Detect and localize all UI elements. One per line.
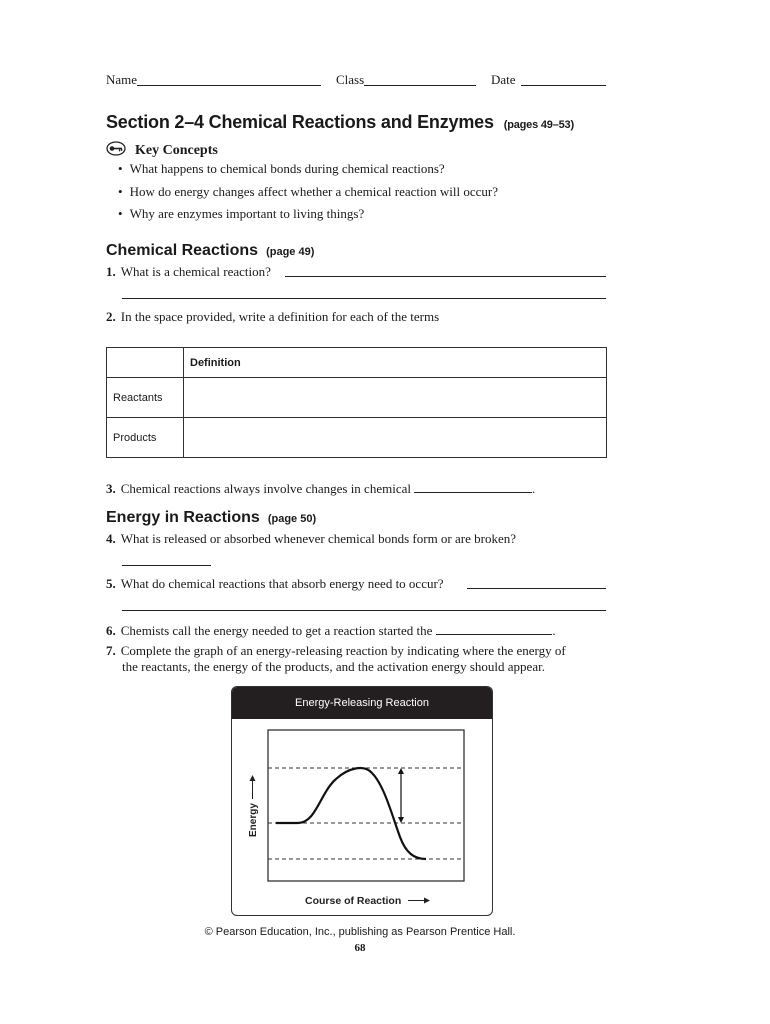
section-title [106,112,574,133]
question-text: Chemical reactions always involve changes in chemical [120,481,411,496]
name-field[interactable] [106,72,137,88]
arrow-head-up [398,768,404,774]
question-end: . [552,623,556,638]
definition-table [106,347,607,458]
answer-line-4[interactable] [122,565,211,566]
question-number: 4. [106,531,116,546]
chem-reactions-heading [106,242,314,260]
question-7-line2: the reactants, the energy of the products, and the activation energy should appear. [122,659,545,674]
question-4 [106,531,516,547]
plot-area [268,730,464,881]
question-text: What is a chemical reaction? [120,264,271,279]
class-blank[interactable] [364,72,476,86]
reaction-curve [276,768,426,859]
x-axis-arrow-head [424,898,430,904]
question-number: 1. [106,264,116,279]
y-axis-label: Energy [248,803,259,837]
question-5 [106,576,444,592]
answer-blank-3[interactable] [414,479,532,493]
date-blank[interactable] [521,72,606,86]
energy-reactions-heading [106,509,316,527]
x-axis-label: Course of Reaction [305,895,402,907]
table-corner-cell [107,348,184,378]
key-icon [106,141,126,156]
products-definition-cell[interactable] [184,418,607,458]
class-field[interactable] [336,72,364,88]
table-row [107,378,607,418]
question-1 [106,264,271,280]
question-6 [106,621,556,639]
energy-graph [231,686,493,916]
answer-line-5a[interactable] [467,588,606,589]
key-concept-item: • What happens to chemical bonds during chemical reactions? [118,158,498,181]
question-end: . [531,481,536,496]
key-concepts-label: Key Concepts [135,143,218,158]
reactants-definition-cell[interactable] [184,378,607,418]
question-2 [106,309,439,325]
term-reactants: Reactants [107,378,184,418]
answer-line-5b[interactable] [122,610,606,611]
name-label: Name [106,72,138,87]
question-number: 5. [106,576,116,591]
question-text: What is released or absorbed whenever chemical bonds form or are broken? [120,531,516,546]
arrow-head-down [398,817,404,823]
key-concepts-list [118,158,498,226]
question-7 [106,643,566,659]
class-label: Class [336,72,365,87]
question-number: 7. [106,643,116,658]
term-products: Products [107,418,184,458]
answer-line-1a[interactable] [285,276,606,277]
copyright: © Pearson Education, Inc., publishing as Pearson Prentice Hall. [204,926,516,938]
question-number: 2. [106,309,116,324]
graph-plot [232,687,492,915]
key-concept-item: • Why are enzymes important to living things? [118,203,498,226]
question-text: Chemists call the energy needed to get a reaction started the [120,623,433,638]
chem-reactions-title: Chemical Reactions [106,242,259,259]
key-concepts-heading [106,141,218,159]
question-number: 6. [106,623,116,638]
question-text: In the space provided, write a definition for each of the terms [120,309,440,324]
key-concept-item: • How do energy changes affect whether a chemical reaction will occur? [118,181,498,204]
date-field[interactable] [491,72,516,88]
section-title-text: Section 2–4 Chemical Reactions and Enzymes [106,112,494,132]
energy-reactions-pages: (page 50) [267,513,317,525]
question-3 [106,479,535,497]
y-axis-label-group [248,775,259,837]
definition-header-label: Definition [190,356,241,369]
table-row [107,418,607,458]
energy-reactions-title: Energy in Reactions [106,509,260,526]
question-text-line1: Complete the graph of an energy-releasing reaction by indicating where the energy of [120,643,566,658]
graph-title: Energy-Releasing Reaction [232,687,492,719]
date-label: Date [491,72,516,87]
definition-header [184,348,607,378]
page-number: 68 [354,942,366,954]
section-pages: (pages 49–53) [503,119,574,131]
chem-reactions-pages: (page 49) [266,246,315,258]
y-axis-arrow-head [250,775,256,781]
question-number: 3. [106,481,116,496]
answer-line-1b[interactable] [122,298,606,299]
answer-blank-6[interactable] [436,621,552,635]
name-blank[interactable] [137,72,321,86]
question-text: What do chemical reactions that absorb energy need to occur? [120,576,444,591]
